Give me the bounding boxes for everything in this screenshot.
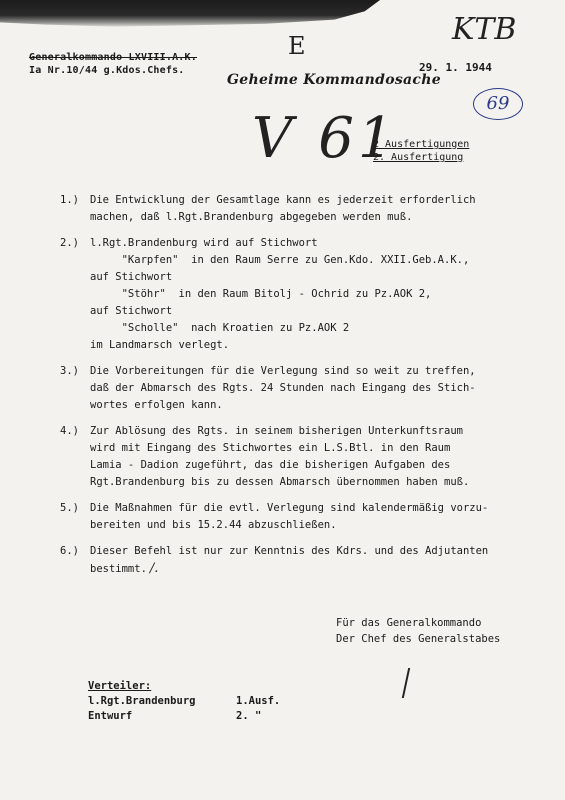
item-number: 6.) — [60, 545, 79, 557]
copies-block — [373, 138, 469, 164]
distribution-name: Entwurf — [88, 710, 133, 722]
item-line: Dieser Befehl ist nur zur Kenntnis des Kdrs. und des Adjutanten — [90, 545, 489, 557]
order-item — [60, 363, 530, 414]
item-number: 5.) — [60, 502, 79, 514]
document-date: 29. 1. 1944 — [419, 61, 492, 74]
signature-scribble — [402, 668, 420, 698]
item-number: 3.) — [60, 365, 79, 377]
order-body — [60, 192, 530, 587]
header-line-1: Generalkommando LXVIII.A.K. — [29, 52, 197, 63]
item-line: auf Stichwort — [90, 271, 173, 283]
circled-number-text: 69 — [486, 93, 510, 114]
copies-line-2: 2. Ausfertigung — [373, 152, 464, 163]
item-line: Die Entwicklung der Gesamtlage kann es jederzeit erforderlich — [90, 194, 476, 206]
item-line: Lamia - Dadion zugeführt, das die bisherigen Aufgaben des — [90, 459, 451, 471]
distribution-value: 2. " — [236, 710, 262, 722]
distribution-row — [88, 709, 280, 724]
handwritten-initial: /. — [149, 561, 159, 576]
item-number: 2.) — [60, 237, 79, 249]
distribution-row — [88, 694, 280, 709]
item-line: machen, daß l.Rgt.Brandenburg abgegeben werden muß. — [90, 211, 413, 223]
item-line: "Scholle" nach Kroatien zu Pz.AOK 2 — [90, 322, 350, 334]
item-line: Die Maßnahmen für die evtl. Verlegung sind kalendermäßig vorzu- — [90, 502, 489, 514]
item-line: daß der Abmarsch des Rgts. 24 Stunden nach Eingang des Stich- — [90, 382, 476, 394]
distribution-value: 1.Ausf. — [236, 695, 281, 707]
item-line: im Landmarsch verlegt. — [90, 339, 230, 351]
handwritten-letter-e: E — [288, 32, 306, 60]
item-line-text: bestimmt. — [90, 563, 147, 575]
order-item — [60, 192, 530, 226]
order-item — [60, 235, 530, 354]
classification-stamp: Geheime Kommandosache — [227, 72, 441, 88]
item-number: 1.) — [60, 194, 79, 206]
handwritten-ktb: KTB — [452, 12, 517, 47]
item-line: Rgt.Brandenburg bis zu dessen Abmarsch übernommen haben muß. — [90, 476, 470, 488]
order-item — [60, 543, 530, 578]
item-line: Zur Ablösung des Rgts. in seinem bisherigen Unterkunftsraum — [90, 425, 463, 437]
item-line: "Karpfen" in den Raum Serre zu Gen.Kdo. XXII.Geb.A.K., — [90, 254, 470, 266]
distribution-list — [88, 679, 280, 724]
order-item — [60, 500, 530, 534]
item-line: l.Rgt.Brandenburg wird auf Stichwort — [90, 237, 318, 249]
item-line: Die Vorbereitungen für die Verlegung sind so weit zu treffen, — [90, 365, 476, 377]
item-line: auf Stichwort — [90, 305, 173, 317]
signature-block — [336, 615, 500, 647]
item-number: 4.) — [60, 425, 79, 437]
signature-line-2: Der Chef des Generalstabes — [336, 633, 501, 645]
signature-line-1: Für das Generalkommando — [336, 617, 482, 629]
item-line — [90, 560, 530, 578]
distribution-title: Verteiler: — [88, 680, 152, 692]
ink-blot — [0, 0, 380, 28]
circled-number — [473, 88, 523, 120]
distribution-name: l.Rgt.Brandenburg — [88, 695, 196, 707]
item-line: wortes erfolgen kann. — [90, 399, 223, 411]
handwritten-number: V 61 — [252, 106, 398, 171]
copies-line-1: 2 Ausfertigungen — [373, 139, 470, 150]
item-line: wird mit Eingang des Stichwortes ein L.S.Btl. in den Raum — [90, 442, 451, 454]
header-line-2: Ia Nr.10/44 g.Kdos.Chefs. — [29, 65, 185, 76]
item-line: bereiten und bis 15.2.44 abzuschließen. — [90, 519, 337, 531]
order-item — [60, 423, 530, 491]
item-line: "Stöhr" in den Raum Bitolj - Ochrid zu Pz.AOK 2, — [90, 288, 432, 300]
